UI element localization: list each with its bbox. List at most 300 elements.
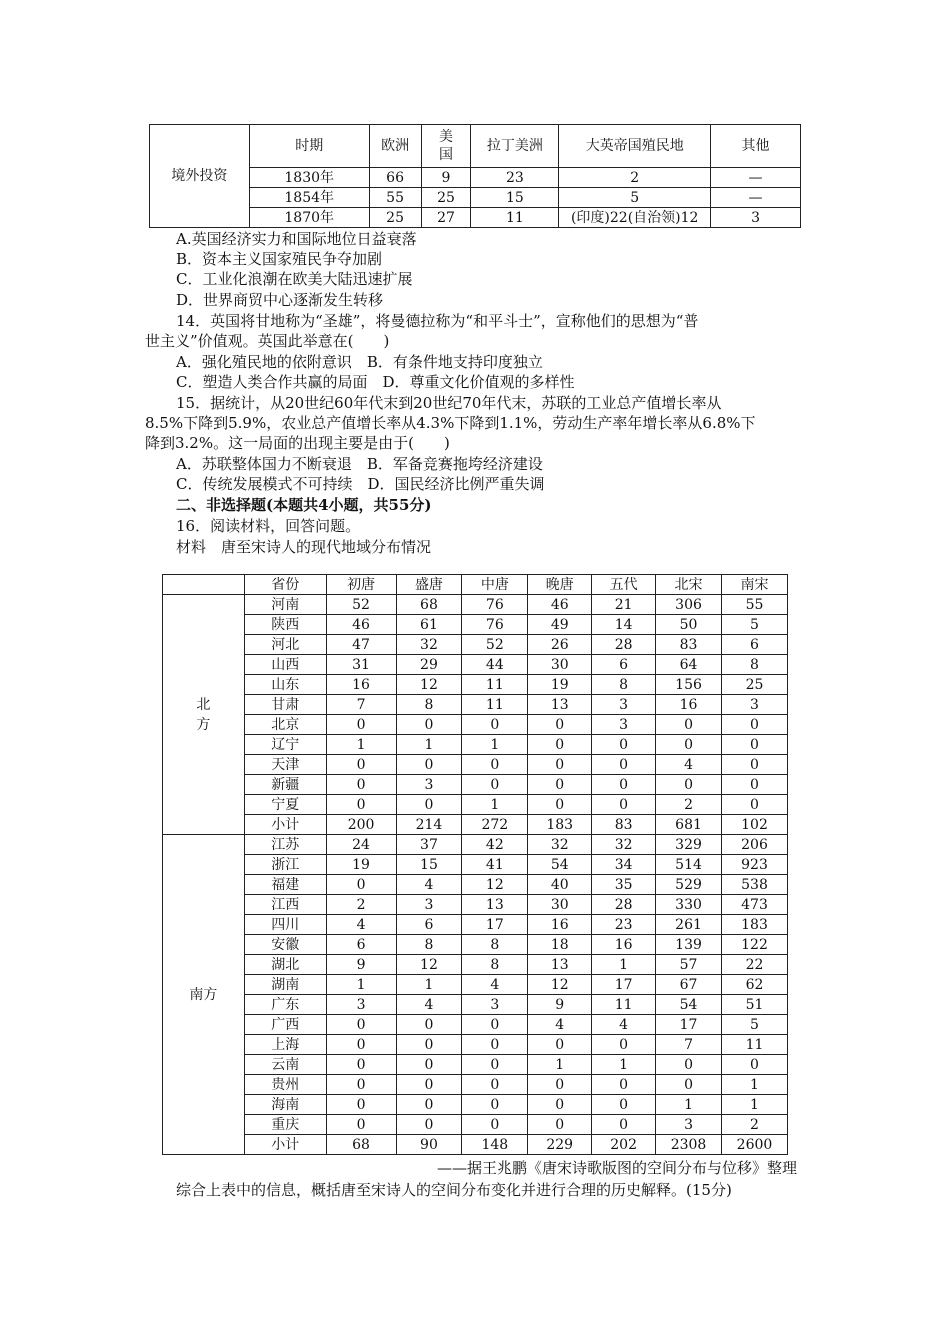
- table-row: [163, 1135, 788, 1155]
- province-cell: 宁夏: [244, 795, 326, 815]
- value-cell: 37: [396, 835, 462, 855]
- value-cell: 0: [326, 1055, 396, 1075]
- value-cell: 0: [721, 1055, 787, 1075]
- value-cell: 76: [462, 595, 528, 615]
- province-cell: 山西: [244, 655, 326, 675]
- value-cell: 0: [396, 715, 462, 735]
- header-cell: 美国: [421, 125, 471, 168]
- value-cell: 12: [396, 955, 462, 975]
- province-cell: 湖北: [244, 955, 326, 975]
- value-cell: 2308: [656, 1135, 722, 1155]
- value-cell: 2: [656, 795, 722, 815]
- value-cell: 1: [396, 735, 462, 755]
- cell: 1830年: [249, 168, 369, 188]
- province-cell: 小计: [244, 815, 326, 835]
- value-cell: 0: [326, 755, 396, 775]
- value-cell: 306: [656, 595, 722, 615]
- province-cell: 浙江: [244, 855, 326, 875]
- value-cell: 1: [462, 735, 528, 755]
- value-cell: 0: [592, 755, 656, 775]
- cell: 1870年: [249, 208, 369, 228]
- province-cell: 河南: [244, 595, 326, 615]
- value-cell: 0: [326, 715, 396, 735]
- province-cell: 陕西: [244, 615, 326, 635]
- table-row: [163, 695, 788, 715]
- value-cell: 0: [656, 715, 722, 735]
- cell: —: [711, 188, 801, 208]
- value-cell: 90: [396, 1135, 462, 1155]
- value-cell: 0: [528, 755, 592, 775]
- source-citation: ——据王兆鹏《唐宋诗歌版图的空间分布与位移》整理: [437, 1159, 798, 1177]
- section2-title: 二、非选择题(本题共4小题，共55分): [176, 496, 432, 514]
- value-cell: 7: [656, 1035, 722, 1055]
- header-cell: 五代: [592, 575, 656, 595]
- table-row: [163, 735, 788, 755]
- value-cell: 54: [656, 995, 722, 1015]
- value-cell: 30: [528, 655, 592, 675]
- header-cell: 欧洲: [369, 125, 421, 168]
- header-cell: 中唐: [462, 575, 528, 595]
- table-row: [163, 995, 788, 1015]
- value-cell: 6: [396, 915, 462, 935]
- table-row: [163, 755, 788, 775]
- q16-intro: 16．阅读材料，回答问题。: [176, 517, 361, 535]
- province-cell: 广东: [244, 995, 326, 1015]
- value-cell: 1: [326, 975, 396, 995]
- value-cell: 55: [721, 595, 787, 615]
- table-row: [163, 915, 788, 935]
- value-cell: 9: [528, 995, 592, 1015]
- material-title: 材料 唐至宋诗人的现代地域分布情况: [176, 538, 432, 556]
- value-cell: 3: [396, 775, 462, 795]
- value-cell: 0: [326, 795, 396, 815]
- value-cell: 0: [326, 1075, 396, 1095]
- value-cell: 0: [592, 735, 656, 755]
- value-cell: 47: [326, 635, 396, 655]
- value-cell: 17: [656, 1015, 722, 1035]
- value-cell: 6: [721, 635, 787, 655]
- value-cell: 11: [721, 1035, 787, 1055]
- value-cell: 7: [326, 695, 396, 715]
- table-row: [163, 1015, 788, 1035]
- table-row: [163, 635, 788, 655]
- value-cell: 0: [462, 755, 528, 775]
- value-cell: 0: [721, 795, 787, 815]
- value-cell: 3: [396, 895, 462, 915]
- value-cell: 12: [396, 675, 462, 695]
- province-cell: 小计: [244, 1135, 326, 1155]
- value-cell: 15: [396, 855, 462, 875]
- province-cell: 河北: [244, 635, 326, 655]
- province-cell: 山东: [244, 675, 326, 695]
- cell: 9: [421, 168, 471, 188]
- value-cell: 0: [528, 1035, 592, 1055]
- table-row: [163, 1115, 788, 1135]
- value-cell: 206: [721, 835, 787, 855]
- value-cell: 4: [528, 1015, 592, 1035]
- value-cell: 0: [462, 1095, 528, 1115]
- value-cell: 12: [462, 875, 528, 895]
- province-cell: 甘肃: [244, 695, 326, 715]
- value-cell: 52: [462, 635, 528, 655]
- value-cell: 0: [396, 755, 462, 775]
- table-row: [163, 1055, 788, 1075]
- table-row: [163, 675, 788, 695]
- table-row: [163, 615, 788, 635]
- cell: 25: [369, 208, 421, 228]
- header-row: [163, 575, 788, 595]
- province-cell: 北京: [244, 715, 326, 735]
- q15-stem-line3: 降到3.2%。这一局面的出现主要是由于( ): [145, 434, 450, 452]
- value-cell: 1: [462, 795, 528, 815]
- value-cell: 102: [721, 815, 787, 835]
- value-cell: 183: [721, 915, 787, 935]
- value-cell: 61: [396, 615, 462, 635]
- value-cell: 6: [592, 655, 656, 675]
- value-cell: 5: [721, 1015, 787, 1035]
- header-cell: 盛唐: [396, 575, 462, 595]
- value-cell: 8: [592, 675, 656, 695]
- value-cell: 0: [528, 775, 592, 795]
- value-cell: 0: [592, 1035, 656, 1055]
- province-cell: 江西: [244, 895, 326, 915]
- value-cell: 22: [721, 955, 787, 975]
- value-cell: 16: [656, 695, 722, 715]
- cell: 15: [471, 188, 559, 208]
- table-row: [163, 975, 788, 995]
- value-cell: 46: [528, 595, 592, 615]
- value-cell: 0: [528, 1115, 592, 1135]
- cell: 66: [369, 168, 421, 188]
- q13-option-c: C．工业化浪潮在欧美大陆迅速扩展: [176, 270, 413, 288]
- value-cell: 83: [656, 635, 722, 655]
- cell: 3: [711, 208, 801, 228]
- value-cell: 16: [592, 935, 656, 955]
- value-cell: 68: [326, 1135, 396, 1155]
- province-cell: 湖南: [244, 975, 326, 995]
- header-cell: 省份: [244, 575, 326, 595]
- value-cell: 34: [592, 855, 656, 875]
- cell: 55: [369, 188, 421, 208]
- value-cell: 46: [326, 615, 396, 635]
- value-cell: 0: [462, 1075, 528, 1095]
- table-row: [163, 715, 788, 735]
- value-cell: 0: [656, 735, 722, 755]
- value-cell: 13: [528, 695, 592, 715]
- value-cell: 4: [462, 975, 528, 995]
- province-cell: 天津: [244, 755, 326, 775]
- header-cell: [163, 575, 245, 595]
- value-cell: 3: [592, 715, 656, 735]
- table-row: [163, 795, 788, 815]
- value-cell: 2: [326, 895, 396, 915]
- value-cell: 24: [326, 835, 396, 855]
- value-cell: 0: [396, 1115, 462, 1135]
- region-label-char: 方: [196, 716, 211, 733]
- value-cell: 51: [721, 995, 787, 1015]
- value-cell: 29: [396, 655, 462, 675]
- header-cell: 北宋: [656, 575, 722, 595]
- province-cell: 辽宁: [244, 735, 326, 755]
- value-cell: 1: [326, 735, 396, 755]
- value-cell: 0: [462, 1035, 528, 1055]
- region-label-char: 北: [196, 696, 211, 713]
- q13-option-b: B．资本主义国家殖民争夺加剧: [176, 250, 383, 268]
- table-row: [163, 895, 788, 915]
- value-cell: 21: [592, 595, 656, 615]
- value-cell: 28: [592, 635, 656, 655]
- table-row: [163, 1075, 788, 1095]
- value-cell: 41: [462, 855, 528, 875]
- value-cell: 0: [396, 1075, 462, 1095]
- value-cell: 6: [326, 935, 396, 955]
- table-row: [163, 1095, 788, 1115]
- value-cell: 0: [396, 1055, 462, 1075]
- value-cell: 8: [396, 935, 462, 955]
- value-cell: 529: [656, 875, 722, 895]
- value-cell: 229: [528, 1135, 592, 1155]
- table-row: [163, 815, 788, 835]
- table-row: [163, 775, 788, 795]
- value-cell: 0: [592, 1095, 656, 1115]
- value-cell: 1: [656, 1095, 722, 1115]
- value-cell: 0: [326, 1035, 396, 1055]
- value-cell: 200: [326, 815, 396, 835]
- q13-option-a: A.英国经济实力和国际地位日益衰落: [176, 230, 417, 248]
- province-cell: 云南: [244, 1055, 326, 1075]
- value-cell: 1: [721, 1075, 787, 1095]
- value-cell: 17: [462, 915, 528, 935]
- q14-options-line2: C．塑造人类合作共赢的局面 D．尊重文化价值观的多样性: [176, 373, 575, 391]
- value-cell: 923: [721, 855, 787, 875]
- value-cell: 2600: [721, 1135, 787, 1155]
- value-cell: 0: [326, 1015, 396, 1035]
- q14-options-line1: A．强化殖民地的依附意识 B．有条件地支持印度独立: [176, 353, 543, 371]
- value-cell: 2: [721, 1115, 787, 1135]
- header-cell: 大英帝国殖民地: [559, 125, 711, 168]
- q15-options-line2: C．传统发展模式不可持续 D．国民经济比例严重失调: [176, 475, 545, 493]
- value-cell: 4: [396, 875, 462, 895]
- value-cell: 148: [462, 1135, 528, 1155]
- value-cell: 14: [592, 615, 656, 635]
- header-cell: 南宋: [721, 575, 787, 595]
- value-cell: 1: [528, 1055, 592, 1075]
- value-cell: 42: [462, 835, 528, 855]
- value-cell: 0: [656, 1055, 722, 1075]
- value-cell: 32: [528, 835, 592, 855]
- value-cell: 0: [528, 1075, 592, 1095]
- value-cell: 8: [721, 655, 787, 675]
- south-region-label: 南方: [163, 835, 245, 1155]
- table-row: [163, 855, 788, 875]
- q13-option-d: D．世界商贸中心逐渐发生转移: [176, 291, 384, 309]
- value-cell: 31: [326, 655, 396, 675]
- cell: 2: [559, 168, 711, 188]
- value-cell: 25: [721, 675, 787, 695]
- q15-stem-line1: 15．据统计，从20世纪60年代末到20世纪70年代末，苏联的工业总产值增长率从: [176, 394, 722, 412]
- table-row: [163, 955, 788, 975]
- value-cell: 32: [396, 635, 462, 655]
- value-cell: 0: [721, 715, 787, 735]
- value-cell: 26: [528, 635, 592, 655]
- q14-stem-line1: 14．英国将甘地称为“圣雄”，将曼德拉称为“和平斗士”，宣称他们的思想为“普: [176, 312, 699, 330]
- value-cell: 64: [656, 655, 722, 675]
- value-cell: 122: [721, 935, 787, 955]
- value-cell: 0: [396, 1015, 462, 1035]
- value-cell: 0: [721, 755, 787, 775]
- value-cell: 0: [326, 1115, 396, 1135]
- province-cell: 广西: [244, 1015, 326, 1035]
- value-cell: 4: [326, 915, 396, 935]
- value-cell: 8: [462, 935, 528, 955]
- cell: 25: [421, 188, 471, 208]
- value-cell: 0: [528, 715, 592, 735]
- row-label: 境外投资: [150, 125, 250, 228]
- value-cell: 28: [592, 895, 656, 915]
- value-cell: 16: [528, 915, 592, 935]
- value-cell: 13: [528, 955, 592, 975]
- value-cell: 11: [462, 675, 528, 695]
- value-cell: 50: [656, 615, 722, 635]
- value-cell: 1: [721, 1095, 787, 1115]
- value-cell: 261: [656, 915, 722, 935]
- value-cell: 52: [326, 595, 396, 615]
- value-cell: 67: [656, 975, 722, 995]
- value-cell: 8: [462, 955, 528, 975]
- value-cell: 35: [592, 875, 656, 895]
- value-cell: 0: [396, 795, 462, 815]
- value-cell: 139: [656, 935, 722, 955]
- cell: 5: [559, 188, 711, 208]
- value-cell: 1: [592, 1055, 656, 1075]
- value-cell: 4: [396, 995, 462, 1015]
- table-row: [163, 595, 788, 615]
- value-cell: 0: [592, 1075, 656, 1095]
- value-cell: 11: [592, 995, 656, 1015]
- cell: 1854年: [249, 188, 369, 208]
- value-cell: 12: [528, 975, 592, 995]
- value-cell: 44: [462, 655, 528, 675]
- value-cell: 9: [326, 955, 396, 975]
- header-cell: 时期: [249, 125, 369, 168]
- province-cell: 四川: [244, 915, 326, 935]
- value-cell: 4: [656, 755, 722, 775]
- value-cell: 8: [396, 695, 462, 715]
- value-cell: 183: [528, 815, 592, 835]
- value-cell: 0: [396, 1035, 462, 1055]
- value-cell: 0: [528, 1095, 592, 1115]
- q16-task: 综合上表中的信息，概括唐至宋诗人的空间分布变化并进行合理的历史解释。(15分): [176, 1181, 732, 1199]
- value-cell: 3: [326, 995, 396, 1015]
- value-cell: 30: [528, 895, 592, 915]
- value-cell: 0: [656, 775, 722, 795]
- value-cell: 0: [592, 775, 656, 795]
- province-cell: 新疆: [244, 775, 326, 795]
- value-cell: 0: [528, 735, 592, 755]
- province-cell: 海南: [244, 1095, 326, 1115]
- value-cell: 0: [396, 1095, 462, 1115]
- value-cell: 538: [721, 875, 787, 895]
- value-cell: 0: [592, 1115, 656, 1135]
- value-cell: 11: [462, 695, 528, 715]
- q14-stem-line2: 世主义”价值观。英国此举意在( ): [145, 332, 390, 350]
- cell: 23: [471, 168, 559, 188]
- value-cell: 23: [592, 915, 656, 935]
- value-cell: 1: [592, 955, 656, 975]
- cell: —: [711, 168, 801, 188]
- province-cell: 福建: [244, 875, 326, 895]
- value-cell: 0: [592, 795, 656, 815]
- province-cell: 重庆: [244, 1115, 326, 1135]
- table-row: [163, 875, 788, 895]
- province-cell: 贵州: [244, 1075, 326, 1095]
- value-cell: 49: [528, 615, 592, 635]
- value-cell: 32: [592, 835, 656, 855]
- province-cell: 安徽: [244, 935, 326, 955]
- value-cell: 0: [462, 775, 528, 795]
- cell: 11: [471, 208, 559, 228]
- value-cell: 473: [721, 895, 787, 915]
- value-cell: 0: [462, 1115, 528, 1135]
- value-cell: 18: [528, 935, 592, 955]
- value-cell: 202: [592, 1135, 656, 1155]
- table-row: [163, 935, 788, 955]
- north-region-label: [163, 595, 245, 835]
- q15-stem-line2: 8.5%下降到5.9%，农业总产值增长率从4.3%下降到1.1%，劳动生产率年增长率从6.8%下: [145, 414, 756, 432]
- table-row: [163, 655, 788, 675]
- value-cell: 330: [656, 895, 722, 915]
- value-cell: 681: [656, 815, 722, 835]
- value-cell: 0: [462, 715, 528, 735]
- overseas-investment-table: [149, 124, 801, 228]
- header-cell: 拉丁美洲: [471, 125, 559, 168]
- value-cell: 1: [396, 975, 462, 995]
- value-cell: 76: [462, 615, 528, 635]
- poet-distribution-table: [162, 574, 788, 1155]
- header-cell: 其他: [711, 125, 801, 168]
- value-cell: 0: [721, 775, 787, 795]
- value-cell: 54: [528, 855, 592, 875]
- table-row: [163, 835, 788, 855]
- province-cell: 江苏: [244, 835, 326, 855]
- header-cell: 初唐: [326, 575, 396, 595]
- value-cell: 40: [528, 875, 592, 895]
- value-cell: 156: [656, 675, 722, 695]
- value-cell: 83: [592, 815, 656, 835]
- value-cell: 514: [656, 855, 722, 875]
- value-cell: 57: [656, 955, 722, 975]
- province-cell: 上海: [244, 1035, 326, 1055]
- value-cell: 19: [326, 855, 396, 875]
- value-cell: 214: [396, 815, 462, 835]
- value-cell: 0: [462, 1015, 528, 1035]
- value-cell: 0: [326, 775, 396, 795]
- value-cell: 17: [592, 975, 656, 995]
- value-cell: 272: [462, 815, 528, 835]
- value-cell: 0: [656, 1075, 722, 1095]
- value-cell: 0: [326, 1095, 396, 1115]
- header-cell: 晚唐: [528, 575, 592, 595]
- value-cell: 4: [592, 1015, 656, 1035]
- value-cell: 3: [592, 695, 656, 715]
- value-cell: 0: [721, 735, 787, 755]
- table-row: [163, 1035, 788, 1055]
- value-cell: 3: [656, 1115, 722, 1135]
- value-cell: 19: [528, 675, 592, 695]
- value-cell: 329: [656, 835, 722, 855]
- value-cell: 3: [721, 695, 787, 715]
- value-cell: 68: [396, 595, 462, 615]
